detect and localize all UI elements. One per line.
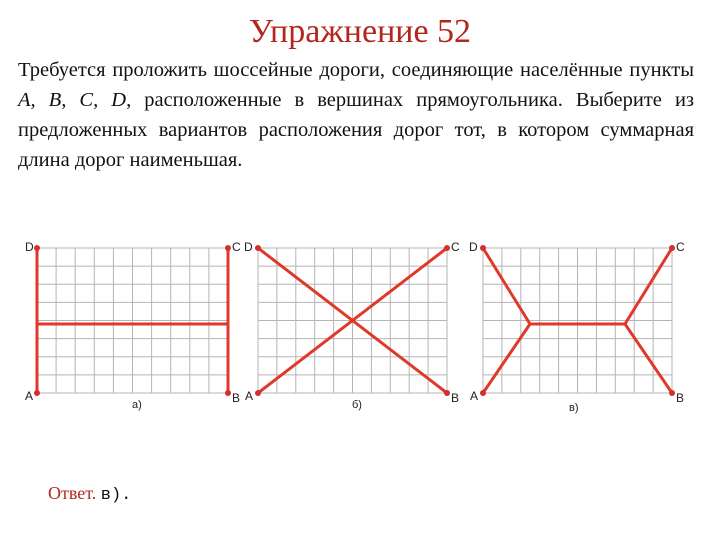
vertex-label-b: B — [676, 391, 685, 405]
caption-b: б) — [352, 399, 362, 411]
vertex-label-d: D — [469, 240, 478, 254]
problem-line-5: наименьшая. — [129, 149, 243, 171]
vertex-dot — [255, 245, 261, 251]
slide-title: Упражнение 52 — [248, 13, 472, 50]
caption-a: а) — [132, 399, 142, 411]
vertex-names: A, B, C, D — [18, 89, 127, 111]
vertex-label-a: A — [25, 389, 34, 403]
vertex-dot — [480, 390, 486, 396]
problem-line-3: прямоугольника. Выберите из предложенных вариантов — [18, 89, 695, 141]
vertex-dot — [444, 245, 450, 251]
problem-statement — [18, 55, 694, 175]
problem-line-4: расположения дорог тот, в котором суммарная длина дорог — [18, 119, 695, 171]
variant-b — [244, 240, 460, 411]
road-c-d-junction — [483, 248, 530, 324]
answer-label: Ответ. — [48, 483, 97, 503]
vertex-label-b: B — [451, 391, 460, 405]
vertex-label-c: C — [232, 240, 241, 254]
problem-line-2-start: населённые пункты — [519, 59, 694, 81]
vertex-dot — [255, 390, 261, 396]
grid — [37, 248, 228, 393]
road-variants-figure — [0, 225, 720, 425]
grid — [483, 248, 672, 393]
vertex-dot — [34, 390, 40, 396]
variant-a — [25, 240, 241, 411]
vertex-label-d: D — [25, 240, 34, 254]
caption-c: в) — [569, 402, 579, 414]
vertex-dot — [669, 245, 675, 251]
answer-value: в). — [100, 486, 132, 505]
road-c-b-junction — [625, 324, 672, 393]
vertex-dot — [225, 245, 231, 251]
vertex-dot — [225, 390, 231, 396]
vertex-label-c: C — [451, 240, 460, 254]
road-c-a-junction — [483, 324, 530, 393]
vertex-label-d: D — [244, 240, 253, 254]
problem-line-1: Требуется проложить шоссейные дороги, соединяющие — [18, 59, 514, 81]
problem-line-2-end: , расположенные в вершинах — [126, 89, 404, 111]
vertex-dot — [480, 245, 486, 251]
vertex-dot — [444, 390, 450, 396]
vertex-label-a: A — [245, 389, 254, 403]
vertex-dot — [669, 390, 675, 396]
answer — [48, 481, 131, 508]
vertex-label-b: B — [232, 391, 241, 405]
vertex-label-a: A — [470, 389, 479, 403]
vertex-dot — [34, 245, 40, 251]
road-c-c-junction — [625, 248, 672, 324]
vertex-label-c: C — [676, 240, 685, 254]
variant-c — [469, 240, 685, 414]
